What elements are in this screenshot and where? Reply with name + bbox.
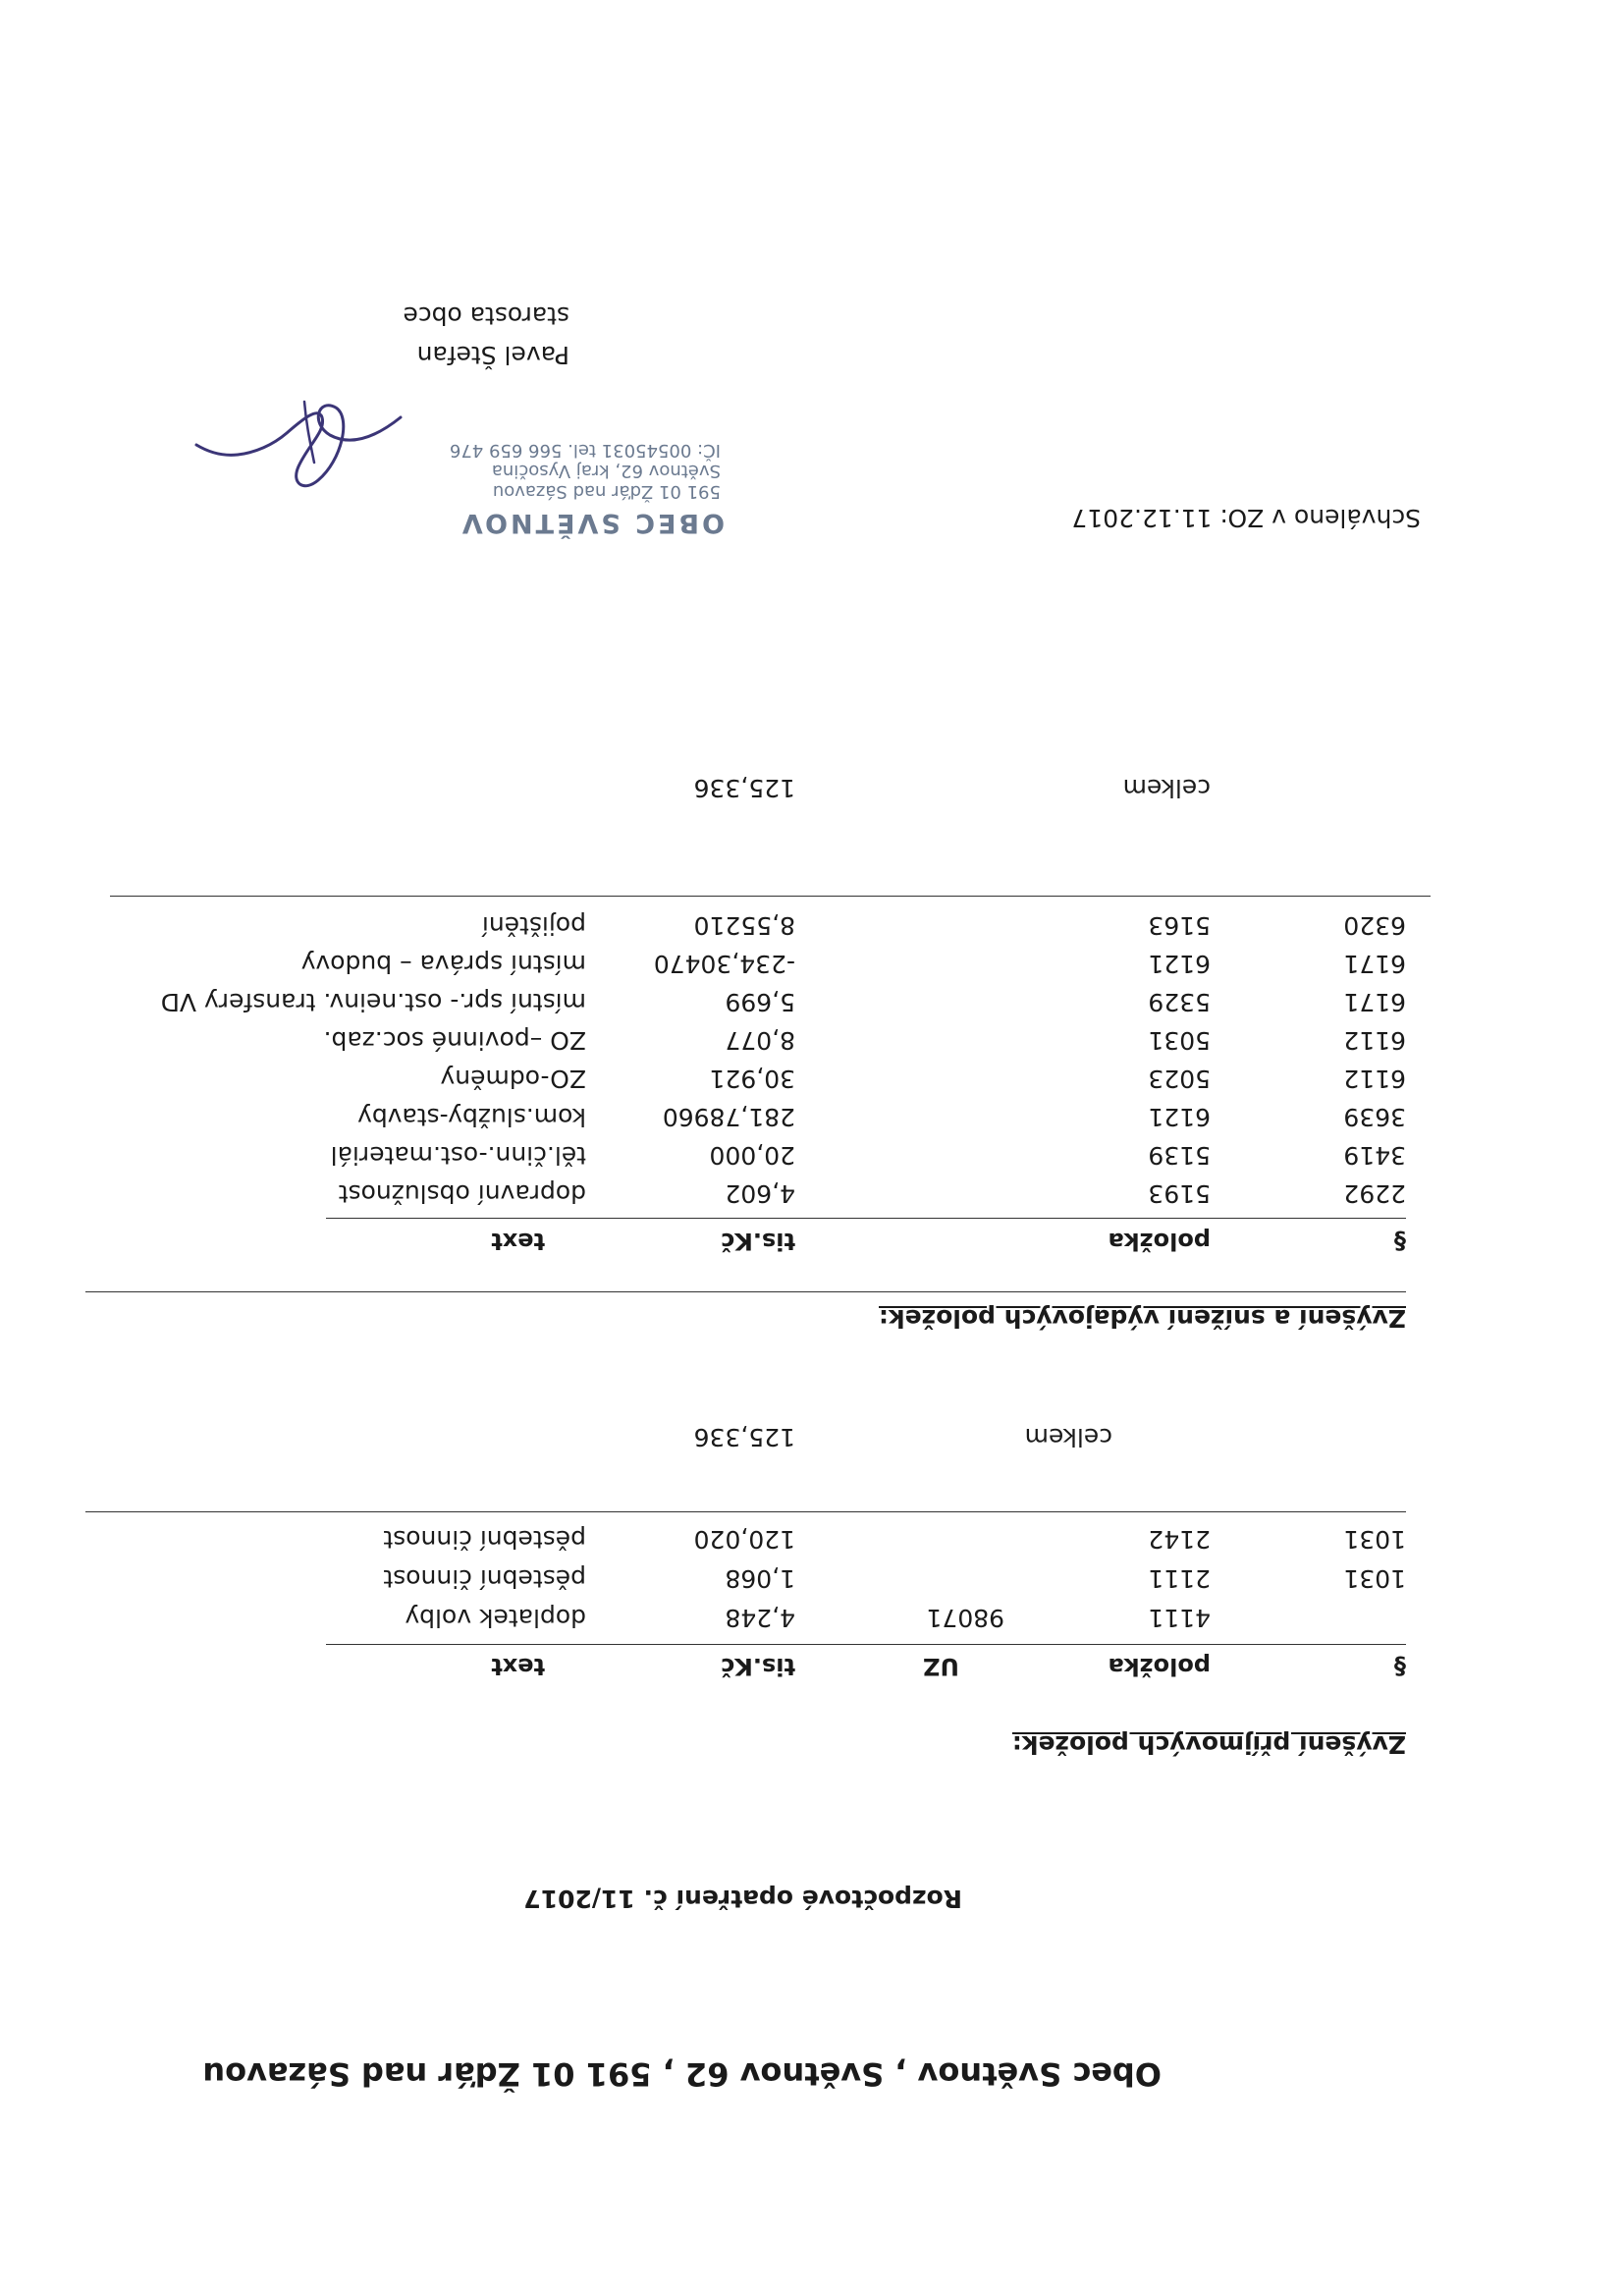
stamp-line-1: OBEC SVĚTNOV xyxy=(459,508,725,538)
expense-row-item: 5329 xyxy=(1148,988,1211,1016)
expense-header-text: text xyxy=(491,1228,545,1255)
expense-row-amount: 20,000 xyxy=(709,1141,795,1170)
income-row-uz: 98071 xyxy=(926,1604,1004,1632)
signatory-name: Pavel Štefan xyxy=(416,341,569,369)
income-row-item: 2111 xyxy=(1148,1564,1211,1593)
expense-row-paragraph: 6171 xyxy=(1343,950,1406,978)
expense-row-amount: 8,55210 xyxy=(693,911,795,940)
expense-row-text: ZO –povinné soc.zab. xyxy=(323,1026,586,1055)
expense-total-label: celkem xyxy=(1122,774,1211,802)
income-header-amount: tis.Kč xyxy=(721,1653,795,1680)
stamp-line-2: 591 01 Žďár nad Sázavou xyxy=(492,481,721,502)
income-header-rule xyxy=(326,1644,1406,1645)
document-title: Rozpočtové opatření č. 11/2017 xyxy=(523,1885,962,1913)
expense-row-paragraph: 2292 xyxy=(1343,1179,1406,1208)
income-section-heading: Zvýšení příjmových položek: xyxy=(1011,1730,1406,1759)
expense-row-amount: 5,699 xyxy=(725,988,795,1016)
expense-row-amount: 8,077 xyxy=(725,1026,795,1055)
expense-header-amount: tis.Kč xyxy=(721,1228,795,1255)
expense-row-text: těl.činn.-ost.materiál xyxy=(330,1141,586,1170)
expense-header-item: položka xyxy=(1108,1228,1211,1255)
expense-row-item: 6121 xyxy=(1148,1103,1211,1131)
expense-row-paragraph: 6171 xyxy=(1343,988,1406,1016)
income-row-text: doplatek volby xyxy=(405,1604,586,1632)
income-row-amount: 1,068 xyxy=(725,1564,795,1593)
income-row-text: pěstební činnost xyxy=(383,1525,586,1554)
expense-row-item: 5163 xyxy=(1148,911,1211,940)
stamp-line-3: Světnov 62, kraj Vysočina xyxy=(491,461,721,481)
income-row-amount: 120,020 xyxy=(693,1525,795,1554)
expense-row-amount: 4,602 xyxy=(725,1179,795,1208)
approval-date: Schváleno v ZO: 11.12.2017 xyxy=(1071,504,1421,532)
income-total-value: 125,336 xyxy=(693,1423,795,1451)
expense-row-text: místní spr.- ost.neinv. transfery VD xyxy=(160,988,586,1016)
income-row-text: pěstební činnost xyxy=(383,1564,586,1593)
expense-row-paragraph: 6112 xyxy=(1343,1065,1406,1093)
expense-row-item: 6121 xyxy=(1148,950,1211,978)
expense-row-text: kom.služby-stavby xyxy=(357,1103,586,1131)
income-header-uz: UZ xyxy=(923,1653,959,1680)
municipality-header: Obec Světnov , Světnov 62 , 591 01 Žďár nad Sázavou xyxy=(202,2055,1162,2093)
income-header-item: položka xyxy=(1108,1653,1211,1680)
income-row-paragraph: 1031 xyxy=(1343,1564,1406,1593)
income-row-amount: 4,248 xyxy=(725,1604,795,1632)
expense-row-item: 5193 xyxy=(1148,1179,1211,1208)
expense-row-amount: 30,921 xyxy=(709,1065,795,1093)
expense-header-paragraph: § xyxy=(1394,1228,1406,1255)
expense-row-item: 5031 xyxy=(1148,1026,1211,1055)
income-header-text: text xyxy=(491,1653,545,1680)
municipal-stamp xyxy=(391,440,725,538)
expense-row-item: 5139 xyxy=(1148,1141,1211,1170)
income-row-paragraph: 1031 xyxy=(1343,1525,1406,1554)
expense-header-rule xyxy=(326,1218,1406,1219)
stamp-line-4: IČ: 00545031 tel. 566 659 476 xyxy=(449,440,721,461)
expense-row-paragraph: 6320 xyxy=(1343,911,1406,940)
signatory-role: starosta obce xyxy=(403,301,569,330)
expense-row-paragraph: 3419 xyxy=(1343,1141,1406,1170)
income-total-rule xyxy=(85,1511,1406,1512)
expense-section-heading: Zvýšení a snížení výdajových položek: xyxy=(879,1304,1406,1333)
handwritten-signature xyxy=(194,386,420,523)
income-row-item: 4111 xyxy=(1148,1604,1211,1632)
expense-row-paragraph: 6112 xyxy=(1343,1026,1406,1055)
expense-row-item: 5023 xyxy=(1148,1065,1211,1093)
expense-row-text: pojištění xyxy=(481,911,586,940)
income-row-item: 2142 xyxy=(1148,1525,1211,1554)
income-total-label: celkem xyxy=(1024,1423,1112,1451)
expense-total-value: 125,336 xyxy=(693,774,795,802)
expense-row-amount: -234,30470 xyxy=(653,950,795,978)
expense-row-text: dopravní obslužnost xyxy=(338,1179,586,1208)
expense-row-text: ZO-odměny xyxy=(440,1065,586,1093)
expense-row-text: místní správa – budovy xyxy=(300,950,586,978)
income-header-paragraph: § xyxy=(1394,1653,1406,1680)
expense-row-amount: 281,78960 xyxy=(662,1103,795,1131)
expense-heading-rule xyxy=(85,1291,1406,1292)
expense-row-paragraph: 3639 xyxy=(1343,1103,1406,1131)
expense-total-rule xyxy=(110,896,1431,897)
